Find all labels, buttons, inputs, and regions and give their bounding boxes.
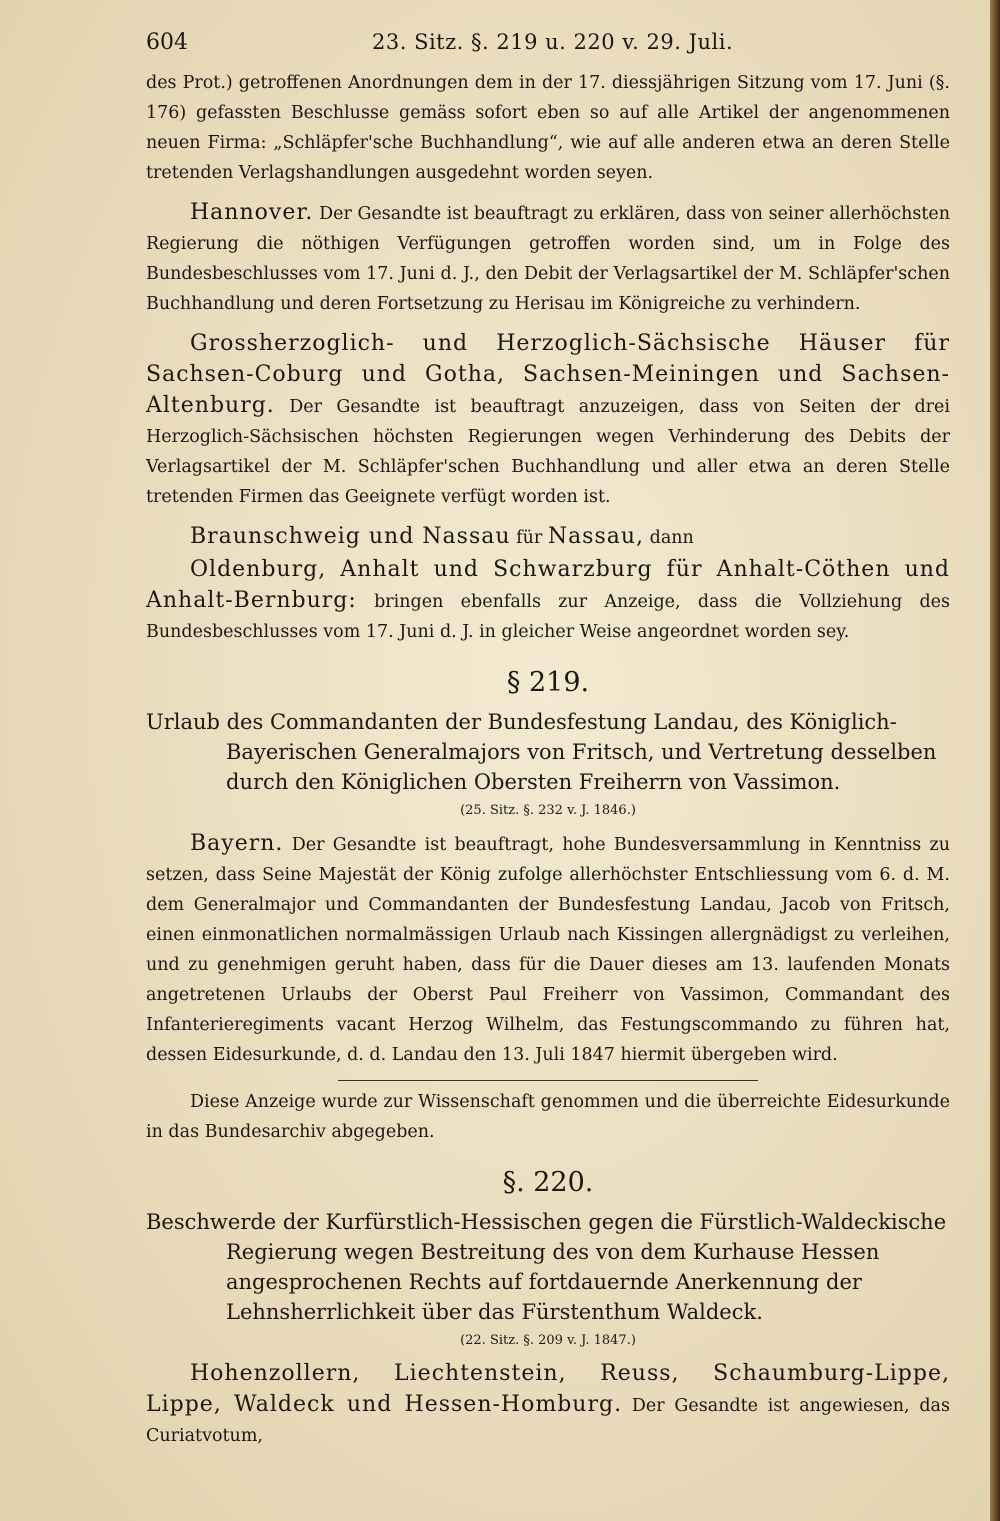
state-name: Bayern. <box>190 831 284 856</box>
section-title-219: Urlaub des Commandanten der Bundesfestung Landau, des Königlich-Bayerischen Generalmajors von Fritsch, und Vertretung desselben durch den Königlichen Obersten Freiherrn von Vassimon. <box>146 710 937 794</box>
paragraph-oldenburg <box>146 555 950 647</box>
section-heading-220: §. 220. <box>502 1167 594 1198</box>
paragraph-bayern <box>146 829 950 1070</box>
paragraph-saxon-houses <box>146 329 950 512</box>
paragraph-text: Der Gesandte ist beauftragt zu erklären, dass von seiner allerhöchsten Regierung die nöthigen Verfügungen getroffen worden sind, um in Folge des Bundesbeschlusses vom 17. Juni d. J., den Debit der Verlagsartikel der M. Schläpfer'schen Buchhandlung und deren Fortsetzung zu Herisau im Königreiche zu verhindern. <box>146 204 950 314</box>
state-name: Nassau, <box>547 524 645 549</box>
paragraph-hohenzollern <box>146 1359 950 1451</box>
section-title-220: Beschwerde der Kurfürstlich-Hessischen gegen die Fürstlich-Waldeckische Regierung wegen Bestreitung des von dem Kurhause Hessen angesprochenen Rechts auf fortdauernde Anerkennung der Lehnsherrlichkeit über das Fürstenthum Waldeck. <box>146 1210 947 1324</box>
paragraph-hannover <box>146 198 950 319</box>
state-name: Oldenburg, Anhalt und Schwarzburg für Anhalt-Cöthen und Anhalt-Bernburg: <box>146 557 950 613</box>
paragraph-text: Der Gesandte ist beauftragt, hohe Bundesversammlung in Kenntniss zu setzen, dass Seine Majestät der König zufolge allerhöchster Entschliessung vom 6. d. M. dem Generalmajor und Commandanten der Bundesfestung Landau, Jacob von Fritsch, einen einmonatlichen normalmässigen Urlaub nach Kissingen allergnädigst zu verleihen, und zu genehmigen geruht haben, dass für die Dauer dieses am 13. laufenden Monats angetretenen Urlaubs der Oberst Paul Freiherr von Vassimon, Commandant des Infanterieregiments vacant Herzog Wilhelm, das Festungscommando zu führen hat, dessen Eidesurkunde, d. d. Landau den 13. Juli 1847 hiermit übergeben wird. <box>146 835 950 1065</box>
book-edge <box>990 0 1000 1521</box>
state-name: Hohenzollern, Liechtenstein, Reuss, Schaumburg-Lippe, Lippe, Waldeck und Hessen-Homburg. <box>146 1361 950 1417</box>
paragraph-text: des Prot.) getroffenen Anordnungen dem in der 17. diessjährigen Sitzung vom 17. Juni (§. 176) gefassten Beschlusse gemäss sofort eben so auf alle Artikel der angenommenen neuen Firma: „Schläpfer'sche Buchhandlung“, wie auf alle anderen etwa an deren Stelle tretenden Verlagshandlungen ausgedehnt worden seyen. <box>146 73 950 183</box>
page-number: 604 <box>146 30 188 55</box>
paragraph-continuation <box>146 68 950 188</box>
paragraph-text: Der Gesandte ist beauftragt anzuzeigen, dass von Seiten der drei Herzoglich-Sächsischen höchsten Regierungen wegen Verhinderung des Debits der Verlagsartikel der M. Schläpfer'schen Buchhandlung und aller etwa an deren Stelle tretenden Firmen das Geeignete verfügt worden ist. <box>146 397 950 507</box>
page-header <box>146 30 946 58</box>
state-name: Braunschweig und Nassau <box>190 524 511 549</box>
section-reference-220: (22. Sitz. §. 209 v. J. 1847.) <box>460 1333 636 1348</box>
connector-word: dann <box>649 528 694 548</box>
paragraph-resolution <box>146 1087 950 1147</box>
page-body <box>146 68 950 1461</box>
divider-rule <box>338 1080 758 1081</box>
running-head: 23. Sitz. §. 219 u. 220 v. 29. Juli. <box>372 30 734 54</box>
paragraph-text: Diese Anzeige wurde zur Wissenschaft genommen und die überreichte Eidesurkunde in das Bundesarchiv abgegeben. <box>146 1092 950 1142</box>
section-heading-219: § 219. <box>506 667 590 698</box>
state-name: Grossherzoglich- und Herzoglich-Sächsische Häuser für Sachsen-Coburg und Gotha, Sachsen-Meiningen und Sachsen-Altenburg. <box>146 331 950 418</box>
paragraph-text: bringen ebenfalls zur Anzeige, dass die Vollziehung des Bundesbeschlusses vom 17. Juni d. J. in gleicher Weise angeordnet worden sey. <box>146 592 950 642</box>
connector-word: für <box>516 528 543 548</box>
paragraph-braunschweig <box>146 522 950 553</box>
state-name: Hannover. <box>190 200 314 225</box>
section-reference-219: (25. Sitz. §. 232 v. J. 1846.) <box>460 803 636 818</box>
paragraph-text: Der Gesandte ist angewiesen, das Curiatvotum, <box>146 1396 950 1446</box>
